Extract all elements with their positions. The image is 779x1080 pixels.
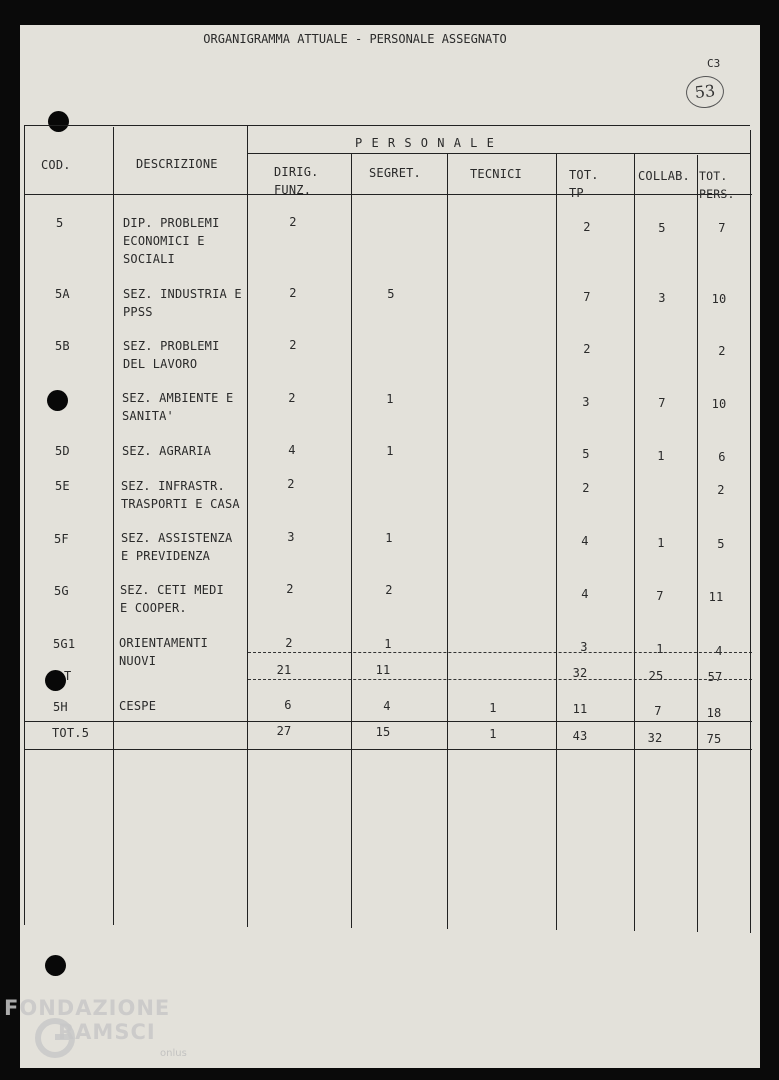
- cell-segret: 1: [386, 444, 394, 458]
- watermark-fondazione: FONDAZIONE: [4, 996, 171, 1020]
- cell-cod: TOT.5: [52, 726, 90, 740]
- cell-cod: 5: [56, 216, 64, 230]
- cell-tot-tp: 4: [581, 534, 589, 548]
- punch-hole: [45, 670, 66, 691]
- cell-tot-pers: 5: [717, 537, 725, 551]
- cell-collab: 7: [656, 589, 664, 603]
- punch-hole: [48, 111, 69, 132]
- header-cod: COD.: [41, 158, 71, 172]
- cell-segret: 1: [385, 531, 393, 545]
- cell-tecnici: 1: [489, 701, 497, 715]
- cell-tot-tp: 11: [572, 702, 588, 716]
- header-dirig-funz: DIRIG. FUNZ.: [274, 165, 319, 197]
- cell-dirig: 3: [287, 530, 295, 544]
- document-title: ORGANIGRAMMA ATTUALE - PERSONALE ASSEGNATO: [203, 32, 507, 46]
- cell-dirig: 21: [276, 663, 292, 677]
- cell-tot-pers: 2: [717, 483, 725, 497]
- cell-cod: 5B: [55, 339, 70, 353]
- punch-hole: [47, 390, 68, 411]
- cell-dirig: 2: [287, 477, 295, 491]
- cell-segret: 2: [385, 583, 393, 597]
- cell-desc: SEZ. AGRARIA: [122, 444, 212, 458]
- cell-collab: 32: [647, 731, 663, 745]
- cell-dirig: 2: [289, 338, 297, 352]
- watermark-gramsci: RAMSCI: [58, 1020, 156, 1044]
- cell-collab: 7: [658, 396, 666, 410]
- cell-desc: ORIENTAMENTI NUOVI: [119, 636, 209, 668]
- handwritten-page-number: 53: [684, 74, 725, 110]
- punch-hole: [45, 955, 66, 976]
- cell-desc: SEZ. AMBIENTE E SANITA': [122, 391, 234, 423]
- cell-tot-pers: 2: [718, 344, 726, 358]
- cell-desc: SEZ. INFRASTR. TRASPORTI E CASA: [121, 479, 240, 511]
- cell-tecnici: 1: [489, 727, 497, 741]
- cell-tot-pers: 18: [706, 706, 722, 720]
- cell-tot-pers: 6: [718, 450, 726, 464]
- cell-collab: 1: [657, 449, 665, 463]
- cell-segret: 1: [386, 392, 394, 406]
- cell-dirig: 2: [289, 215, 297, 229]
- cell-segret: 1: [384, 637, 392, 651]
- subtotal-cod-fragment: T: [64, 669, 72, 683]
- cell-collab: 25: [648, 669, 664, 683]
- cell-collab: 3: [658, 291, 666, 305]
- cell-segret: 4: [383, 699, 391, 713]
- cell-tot-pers: 10: [711, 292, 727, 306]
- cell-collab: 1: [656, 642, 664, 656]
- group-header-personale: P E R S O N A L E: [355, 136, 495, 150]
- header-collab: COLLAB.: [638, 169, 690, 183]
- cell-tot-tp: 43: [572, 729, 588, 743]
- cell-cod: 5E: [55, 479, 70, 493]
- cell-tot-pers: 4: [715, 644, 723, 658]
- cell-tot-pers: 57: [707, 670, 723, 684]
- header-tot-pers: TOT. PERS.: [699, 169, 735, 201]
- cell-segret: 5: [387, 287, 395, 301]
- page-code: C3: [707, 57, 721, 70]
- header-tecnici: TECNICI: [470, 167, 522, 181]
- cell-tot-tp: 5: [582, 447, 590, 461]
- cell-tot-pers: 75: [706, 732, 722, 746]
- cell-cod: 5G: [54, 584, 69, 598]
- cell-tot-pers: 7: [718, 221, 726, 235]
- cell-desc: SEZ. CETI MEDI E COOPER.: [120, 583, 224, 615]
- cell-desc: SEZ. INDUSTRIA E PPSS: [123, 287, 242, 319]
- cell-segret: 11: [375, 663, 391, 677]
- cell-desc: SEZ. PROBLEMI DEL LAVORO: [123, 339, 220, 371]
- cell-dirig: 6: [284, 698, 292, 712]
- cell-collab: 7: [654, 704, 662, 718]
- cell-desc: DIP. PROBLEMI ECONOMICI E SOCIALI: [123, 216, 220, 266]
- header-tot-tp: TOT. TP: [569, 168, 599, 200]
- cell-tot-tp: 2: [582, 481, 590, 495]
- cell-segret: 15: [375, 725, 391, 739]
- cell-cod: 5F: [54, 532, 69, 546]
- cell-tot-tp: 4: [581, 587, 589, 601]
- cell-tot-tp: 2: [583, 220, 591, 234]
- cell-dirig: 4: [288, 443, 296, 457]
- cell-collab: 1: [657, 536, 665, 550]
- cell-dirig: 2: [289, 286, 297, 300]
- cell-dirig: 2: [288, 391, 296, 405]
- cell-tot-pers: 11: [708, 590, 724, 604]
- cell-cod: 5H: [53, 700, 68, 714]
- cell-tot-tp: 32: [572, 666, 588, 680]
- cell-tot-tp: 2: [583, 342, 591, 356]
- cell-collab: 5: [658, 221, 666, 235]
- header-segret: SEGRET.: [369, 166, 421, 180]
- cell-cod: 5A: [55, 287, 70, 301]
- cell-tot-tp: 3: [582, 395, 590, 409]
- cell-dirig: 2: [285, 636, 293, 650]
- cell-dirig: 27: [276, 724, 292, 738]
- cell-tot-tp: 7: [583, 290, 591, 304]
- cell-dirig: 2: [286, 582, 294, 596]
- cell-desc: SEZ. ASSISTENZA E PREVIDENZA: [121, 531, 233, 563]
- watermark-onlus: onlus: [160, 1048, 187, 1059]
- cell-desc: CESPE: [119, 699, 157, 713]
- cell-tot-pers: 10: [711, 397, 727, 411]
- cell-tot-tp: 3: [580, 640, 588, 654]
- cell-cod: 5G1: [53, 637, 76, 651]
- cell-cod: 5D: [55, 444, 70, 458]
- header-descrizione: DESCRIZIONE: [136, 157, 218, 171]
